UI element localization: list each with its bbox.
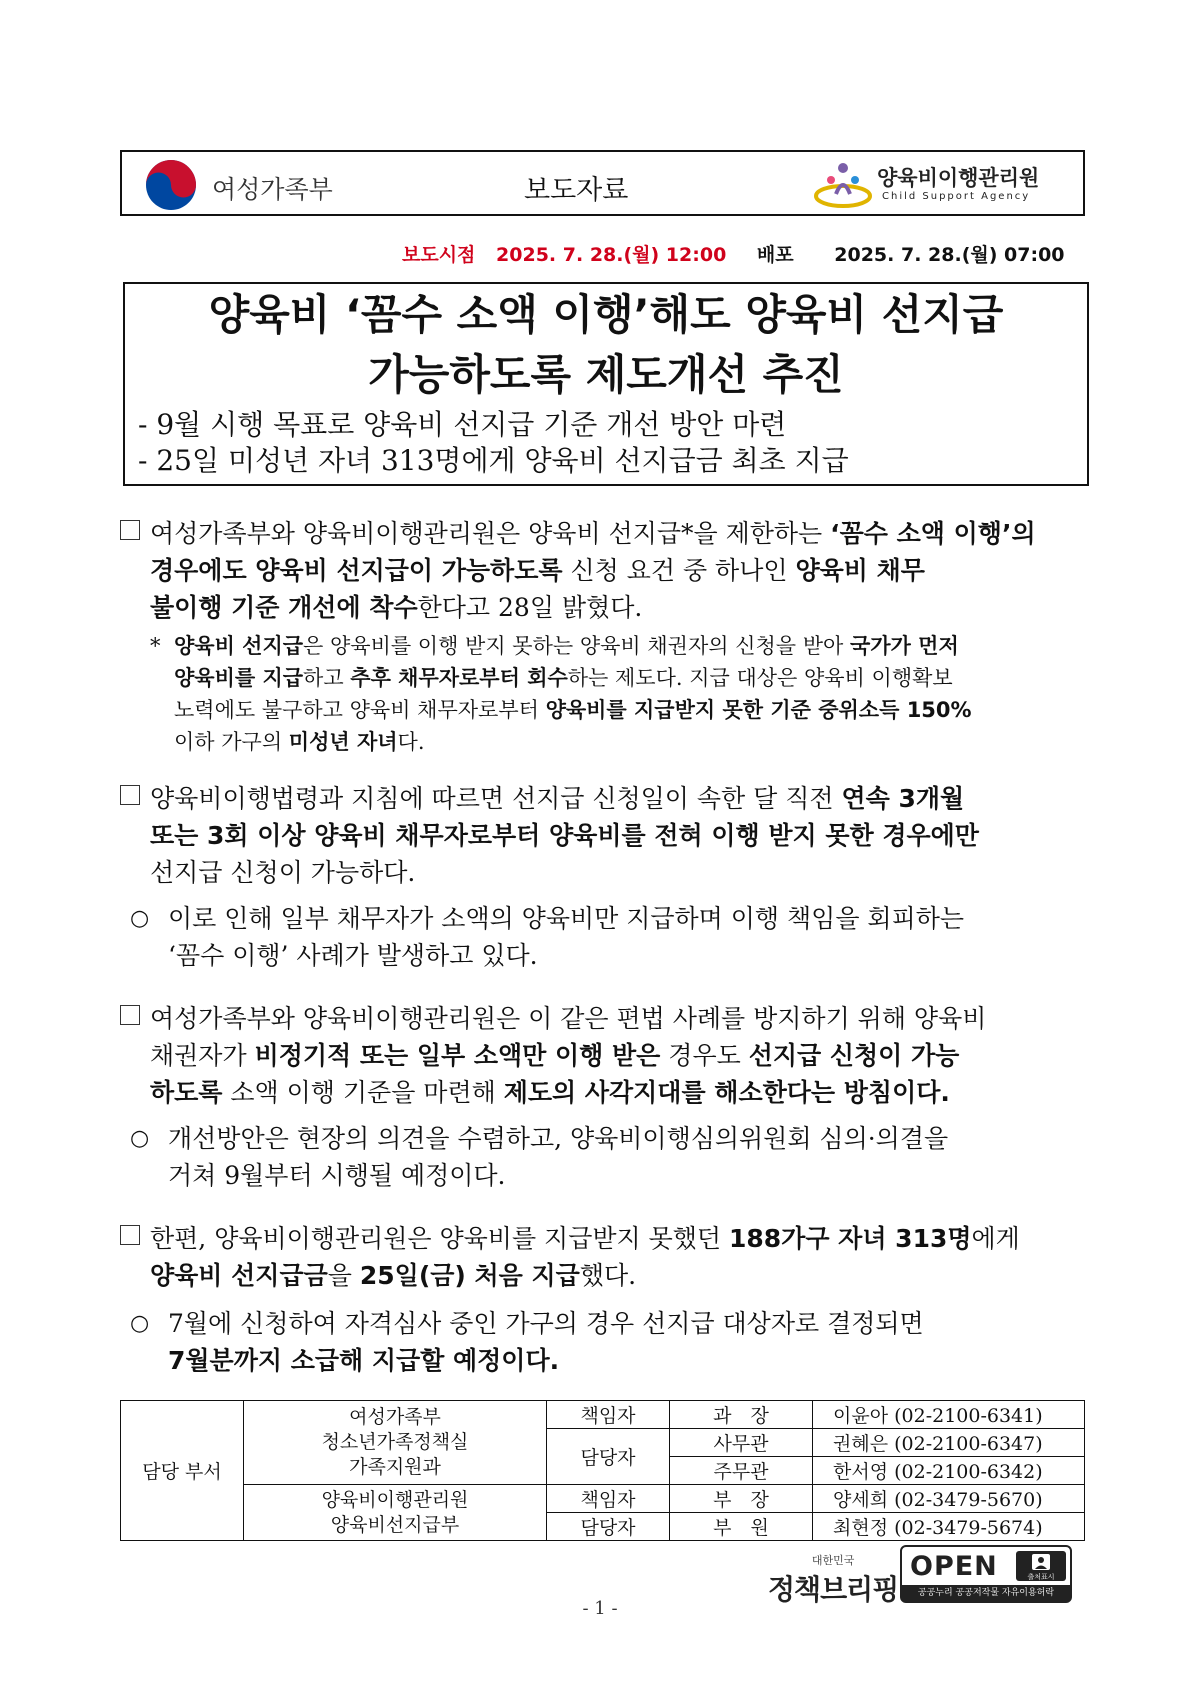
subheading-1: - 9월 시행 목표로 양육비 선지급 기준 개선 방안 마련 <box>138 408 787 441</box>
title-cell: 사무관 <box>670 1429 813 1457</box>
headline-line-2: 가능하도록 제도개선 추진 <box>368 350 844 399</box>
contacts-table <box>120 1400 1085 1541</box>
kogl-open-badge <box>900 1545 1072 1603</box>
org-csa: 양육비이행관리원 양육비선지급부 <box>244 1485 547 1541</box>
contact-cell: 권혜은 (02-2100-6347) <box>813 1429 1085 1457</box>
circle-bullet-icon: ○ <box>130 1311 150 1336</box>
release-label: 보도시점 <box>402 244 476 266</box>
header-box <box>120 150 1085 216</box>
role-cell: 책임자 <box>547 1401 670 1429</box>
checkbox-square-icon <box>120 520 140 540</box>
dept-label: 담당 부서 <box>121 1401 244 1541</box>
distribution-time: 2025. 7. 28.(월) 07:00 <box>834 244 1065 266</box>
paragraph-1: 여성가족부와 양육비이행관리원은 양육비 선지급*을 제한하는 ‘꼼수 소액 이행’의 경우에도 양육비 선지급이 가능하도록 신청 요건 중 하나인 양육비 채무 불이행 기준 개선에 착수한다고 28일 밝혔다. <box>120 515 1088 626</box>
policy-briefing-logo: 대한민국 정책브리핑 <box>768 1554 899 1606</box>
subheading-2: - 25일 미성년 자녀 313명에게 양육비 선지급금 최초 지급 <box>138 444 849 477</box>
open-subtitle: 공공누리 공공저작물 자유이용허락 <box>902 1585 1070 1601</box>
agency-subtitle: Child Support Agency <box>882 191 1031 202</box>
checkbox-square-icon <box>120 785 140 805</box>
checkbox-square-icon <box>120 1005 140 1025</box>
headline-line-1: 양육비 ‘꼼수 소액 이행’해도 양육비 선지급 <box>208 290 1004 339</box>
role-cell: 책임자 <box>547 1485 670 1513</box>
release-time: 2025. 7. 28.(월) 12:00 <box>496 244 727 266</box>
title-cell: 부 원 <box>670 1513 813 1541</box>
contact-cell: 이윤아 (02-2100-6341) <box>813 1401 1085 1429</box>
checkbox-square-icon <box>120 1225 140 1245</box>
bullet-3-1: ○ 개선방안은 현장의 의견을 수렴하고, 양육비이행심의위원회 심의·의결을 거쳐 9월부터 시행될 예정이다. <box>130 1120 1090 1194</box>
contact-cell: 최현정 (02-3479-5674) <box>813 1513 1085 1541</box>
paragraph-2: 양육비이행법령과 지침에 따르면 선지급 신청일이 속한 달 직전 연속 3개월 또는 3회 이상 양육비 채무자로부터 양육비를 전혀 이행 받지 못한 경우에만 선지급 신청이 가능하다. <box>120 780 1088 891</box>
agency-name: 양육비이행관리원 <box>877 166 1040 190</box>
taegeuk-emblem-icon <box>144 158 198 212</box>
release-line <box>402 240 1065 267</box>
org-mogef: 여성가족부 청소년가족정책실 가족지원과 <box>244 1401 547 1485</box>
page-number: - 1 - <box>582 1598 618 1619</box>
bullet-4-1: ○ 7월에 신청하여 자격심사 중인 가구의 경우 선지급 대상자로 결정되면 7월분까지 소급해 지급할 예정이다. <box>130 1305 1090 1379</box>
open-label: OPEN <box>910 1551 998 1582</box>
contact-cell: 한서영 (02-2100-6342) <box>813 1457 1085 1485</box>
role-cell: 담당자 <box>547 1513 670 1541</box>
title-cell: 과 장 <box>670 1401 813 1429</box>
ministry-name: 여성가족부 <box>212 175 333 204</box>
footnote-definition: * 양육비 선지급은 양육비를 이행 받지 못하는 양육비 채권자의 신청을 받아 국가가 먼저 양육비를 지급하고 추후 채무자로부터 회수하는 제도다. 지급 대상은 양육비 이행확보 노력에도 불구하고 양육비 채무자로부터 양육비를 지급받지 못한 기준 중위소득 150% 이하 가구의 미성년 자녀다. <box>150 634 972 754</box>
doc-type: 보도자료 <box>524 175 629 206</box>
circle-bullet-icon: ○ <box>130 906 150 931</box>
role-cell: 담당자 <box>547 1429 670 1485</box>
paragraph-4: 한편, 양육비이행관리원은 양육비를 지급받지 못했던 188가구 자녀 313명에게 양육비 선지급금을 25일(금) 처음 지급했다. <box>120 1220 1088 1294</box>
attribution-icon: 출처표시 <box>1016 1551 1066 1581</box>
child-support-agency-logo-icon <box>814 158 872 210</box>
bullet-2-1: ○ 이로 인해 일부 채무자가 소액의 양육비만 지급하며 이행 책임을 회피하는 ‘꼼수 이행’ 사례가 발생하고 있다. <box>130 900 1090 974</box>
title-cell: 부 장 <box>670 1485 813 1513</box>
contact-cell: 양세희 (02-3479-5670) <box>813 1485 1085 1513</box>
distribution-label: 배포 <box>756 244 794 266</box>
paragraph-3: 여성가족부와 양육비이행관리원은 이 같은 편법 사례를 방지하기 위해 양육비 채권자가 비정기적 또는 일부 소액만 이행 받은 경우도 선지급 신청이 가능 하도록 소액 이행 기준을 마련해 제도의 사각지대를 해소한다는 방침이다. <box>120 1000 1088 1111</box>
title-cell: 주무관 <box>670 1457 813 1485</box>
circle-bullet-icon: ○ <box>130 1126 150 1151</box>
